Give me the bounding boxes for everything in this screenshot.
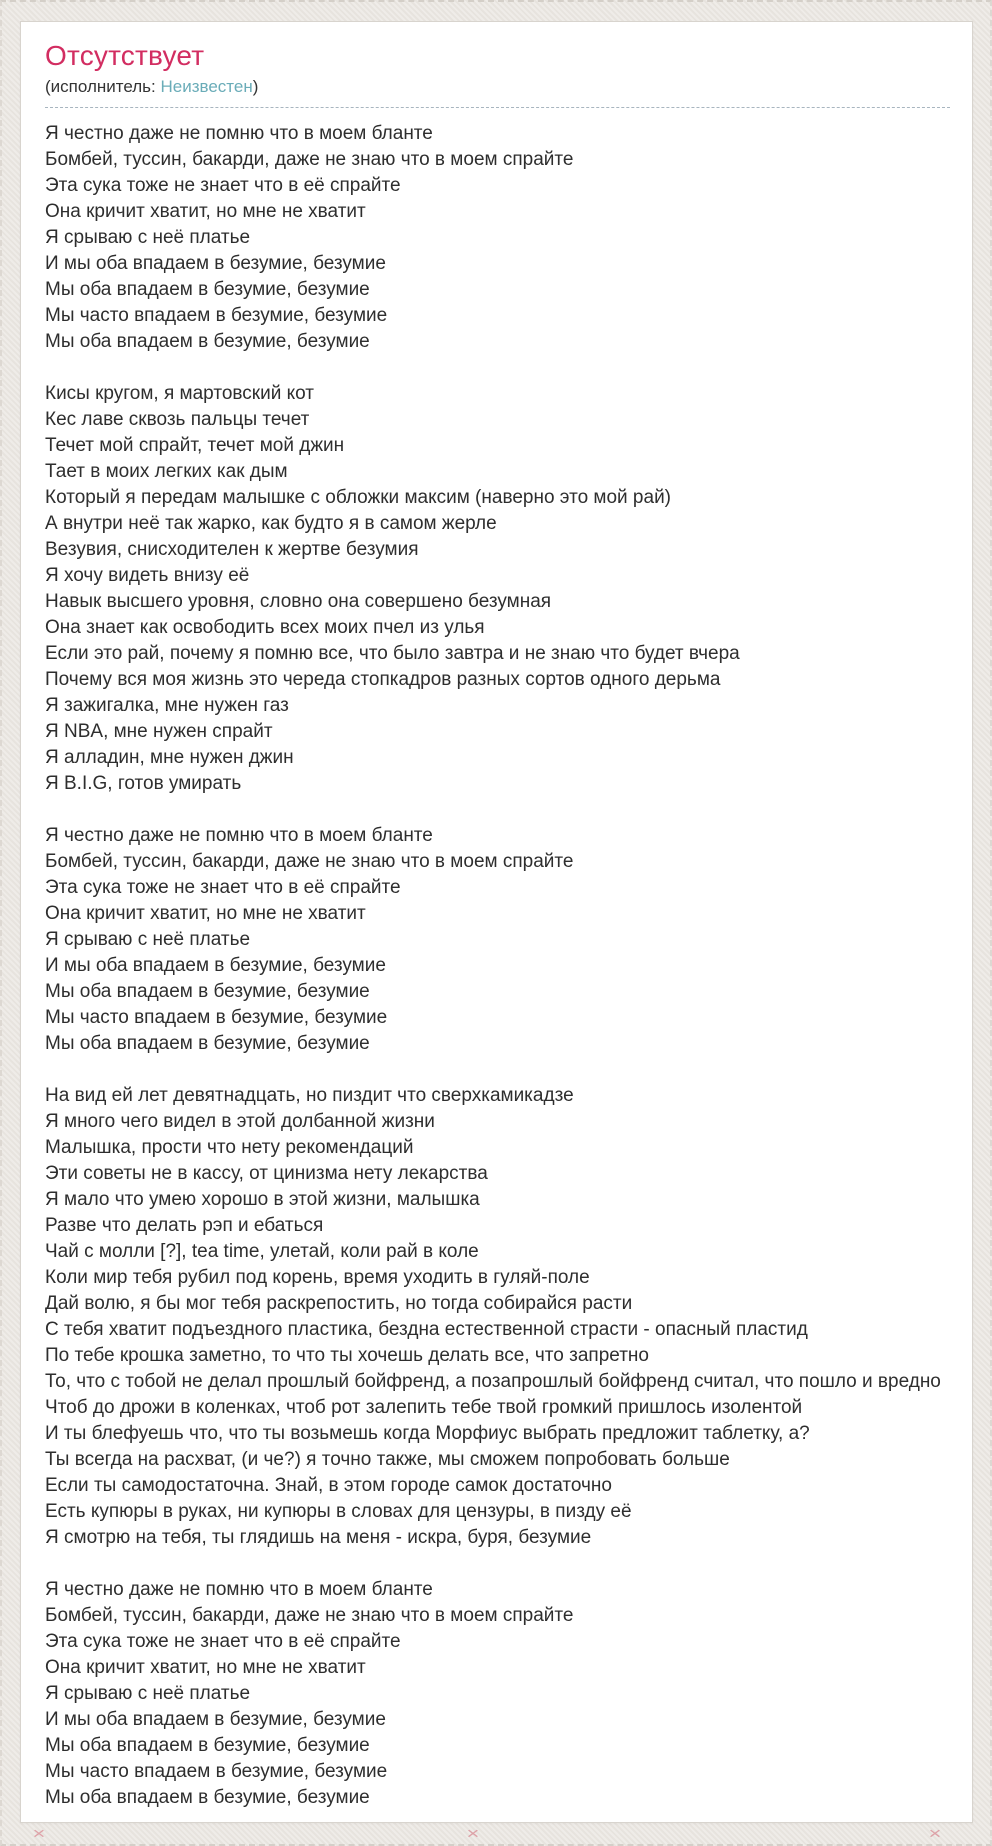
lyric-line: Эти советы не в кассу, от цинизма нету лекарства <box>45 1163 488 1185</box>
stanza <box>45 1083 950 1551</box>
lyric-line: Кисы кругом, я мартовский кот <box>45 383 314 405</box>
lyric-line: Я честно даже не помню что в моем бланте <box>45 123 433 145</box>
lyric-line: Есть купюры в руках, ни купюры в словах для цензуры, в пизду её <box>45 1501 632 1523</box>
lyric-line: Я NBA, мне нужен спрайт <box>45 721 273 743</box>
stitch-cross-icon: × <box>32 1824 46 1843</box>
lyric-line: Эта сука тоже не знает что в её спрайте <box>45 175 401 197</box>
lyric-line: И мы оба впадаем в безумие, безумие <box>45 253 386 275</box>
lyric-line: Если это рай, почему я помню все, что было завтра и не знаю что будет вчера <box>45 643 740 665</box>
lyric-line: Бомбей, туссин, бакарди, даже не знаю что в моем спрайте <box>45 1605 574 1627</box>
lyric-line: Она кричит хватит, но мне не хватит <box>45 1657 366 1679</box>
lyric-line: Который я передам малышке с обложки максим (наверно это мой рай) <box>45 487 672 509</box>
lyric-line: Я мало что умею хорошо в этой жизни, малышка <box>45 1189 480 1211</box>
lyric-line: Мы оба впадаем в безумие, безумие <box>45 1735 370 1757</box>
lyric-line: Я срываю с неё платье <box>45 227 251 249</box>
lyric-line: Я много чего видел в этой долбанной жизни <box>45 1111 435 1133</box>
lyric-line: Она кричит хватит, но мне не хватит <box>45 201 366 223</box>
lyric-line: Мы оба впадаем в безумие, безумие <box>45 279 370 301</box>
lyric-line: Тает в моих легких как дым <box>45 461 288 483</box>
lyric-line: Ты всегда на расхват, (и че?) я точно также, мы сможем попробовать больше <box>45 1449 730 1471</box>
artist-label-suffix: ) <box>252 77 259 97</box>
lyric-line: Почему вся моя жизнь это череда стопкадров разных сортов одного дерьма <box>45 669 721 691</box>
lyric-line: Мы оба впадаем в безумие, безумие <box>45 981 370 1003</box>
lyric-line: Мы часто впадаем в безумие, безумие <box>45 305 388 327</box>
lyric-line: Я честно даже не помню что в моем бланте <box>45 1579 433 1601</box>
lyric-line: И мы оба впадаем в безумие, безумие <box>45 955 386 977</box>
stitch-cross-icon: × <box>928 1824 942 1843</box>
lyric-line: Чай с молли [?], tea time, улетай, коли рай в коле <box>45 1241 479 1263</box>
lyric-line: Эта сука тоже не знает что в её спрайте <box>45 1631 401 1653</box>
lyric-line: Кес лаве сквозь пальцы течет <box>45 409 310 431</box>
lyric-line: Бомбей, туссин, бакарди, даже не знаю что в моем спрайте <box>45 149 574 171</box>
lyric-line: Малышка, прости что нету рекомендаций <box>45 1137 414 1159</box>
lyric-line: Я срываю с неё платье <box>45 1683 251 1705</box>
lyric-line: Я алладин, мне нужен джин <box>45 747 294 769</box>
lyric-line: Разве что делать рэп и ебаться <box>45 1215 324 1237</box>
lyric-line: Бомбей, туссин, бакарди, даже не знаю что в моем спрайте <box>45 851 574 873</box>
lyric-line: Чтоб до дрожи в коленках, чтоб рот залепить тебе твой громкий пришлось изолентой <box>45 1397 803 1419</box>
artist-link[interactable]: Неизвестен <box>160 77 253 97</box>
artist-label: (исполнитель: <box>45 77 161 97</box>
lyric-line: Я честно даже не помню что в моем бланте <box>45 825 433 847</box>
lyric-line: А внутри неё так жарко, как будто я в самом жерле <box>45 513 497 535</box>
lyric-line: Мы часто впадаем в безумие, безумие <box>45 1761 388 1783</box>
lyrics-text <box>45 121 950 1811</box>
stitch-cross-icon: × <box>466 1824 480 1843</box>
lyric-line: То, что с тобой не делал прошлый бойфренд, а позапрошлый бойфренд считал, что пошло и вредно <box>45 1371 941 1393</box>
lyrics-card <box>20 21 973 1823</box>
lyric-line: Я хочу видеть внизу её <box>45 565 250 587</box>
song-title: Отсутствует <box>45 40 205 71</box>
lyric-line: Я смотрю на тебя, ты глядишь на меня - искра, буря, безумие <box>45 1527 592 1549</box>
lyric-line: Мы часто впадаем в безумие, безумие <box>45 1007 388 1029</box>
lyric-line: Она знает как освободить всех моих пчел из улья <box>45 617 485 639</box>
lyric-line: Я зажигалка, мне нужен газ <box>45 695 289 717</box>
stanza <box>45 823 950 1057</box>
stanza <box>45 381 950 797</box>
lyric-line: Я B.I.G, готов умирать <box>45 773 242 795</box>
lyric-line: С тебя хватит подъездного пластика, бездна естественной страсти - опасный пластид <box>45 1319 808 1341</box>
lyric-line: Мы оба впадаем в безумие, безумие <box>45 1787 370 1809</box>
artist-row <box>45 77 950 108</box>
lyric-line: Дай волю, я бы мог тебя раскрепостить, но тогда собирайся расти <box>45 1293 633 1315</box>
lyric-line: По тебе крошка заметно, то что ты хочешь делать все, что запретно <box>45 1345 649 1367</box>
lyric-line: Я срываю с неё платье <box>45 929 251 951</box>
lyric-line: Мы оба впадаем в безумие, безумие <box>45 1033 370 1055</box>
lyric-line: Течет мой спрайт, течет мой джин <box>45 435 345 457</box>
lyric-line: Она кричит хватит, но мне не хватит <box>45 903 366 925</box>
lyric-line: Эта сука тоже не знает что в её спрайте <box>45 877 401 899</box>
lyric-line: На вид ей лет девятнадцать, но пиздит что сверхкамикадзе <box>45 1085 574 1107</box>
lyric-line: Коли мир тебя рубил под корень, время уходить в гуляй-поле <box>45 1267 590 1289</box>
lyric-line: Везувия, снисходителен к жертве безумия <box>45 539 419 561</box>
stanza <box>45 1577 950 1811</box>
stanza <box>45 121 950 355</box>
lyric-line: Мы оба впадаем в безумие, безумие <box>45 331 370 353</box>
lyric-line: Навык высшего уровня, словно она совершено безумная <box>45 591 552 613</box>
lyric-line: Если ты самодостаточна. Знай, в этом городе самок достаточно <box>45 1475 612 1497</box>
lyric-line: И мы оба впадаем в безумие, безумие <box>45 1709 386 1731</box>
lyric-line: И ты блефуешь что, что ты возьмешь когда Морфиус выбрать предложит таблетку, а? <box>45 1423 810 1445</box>
